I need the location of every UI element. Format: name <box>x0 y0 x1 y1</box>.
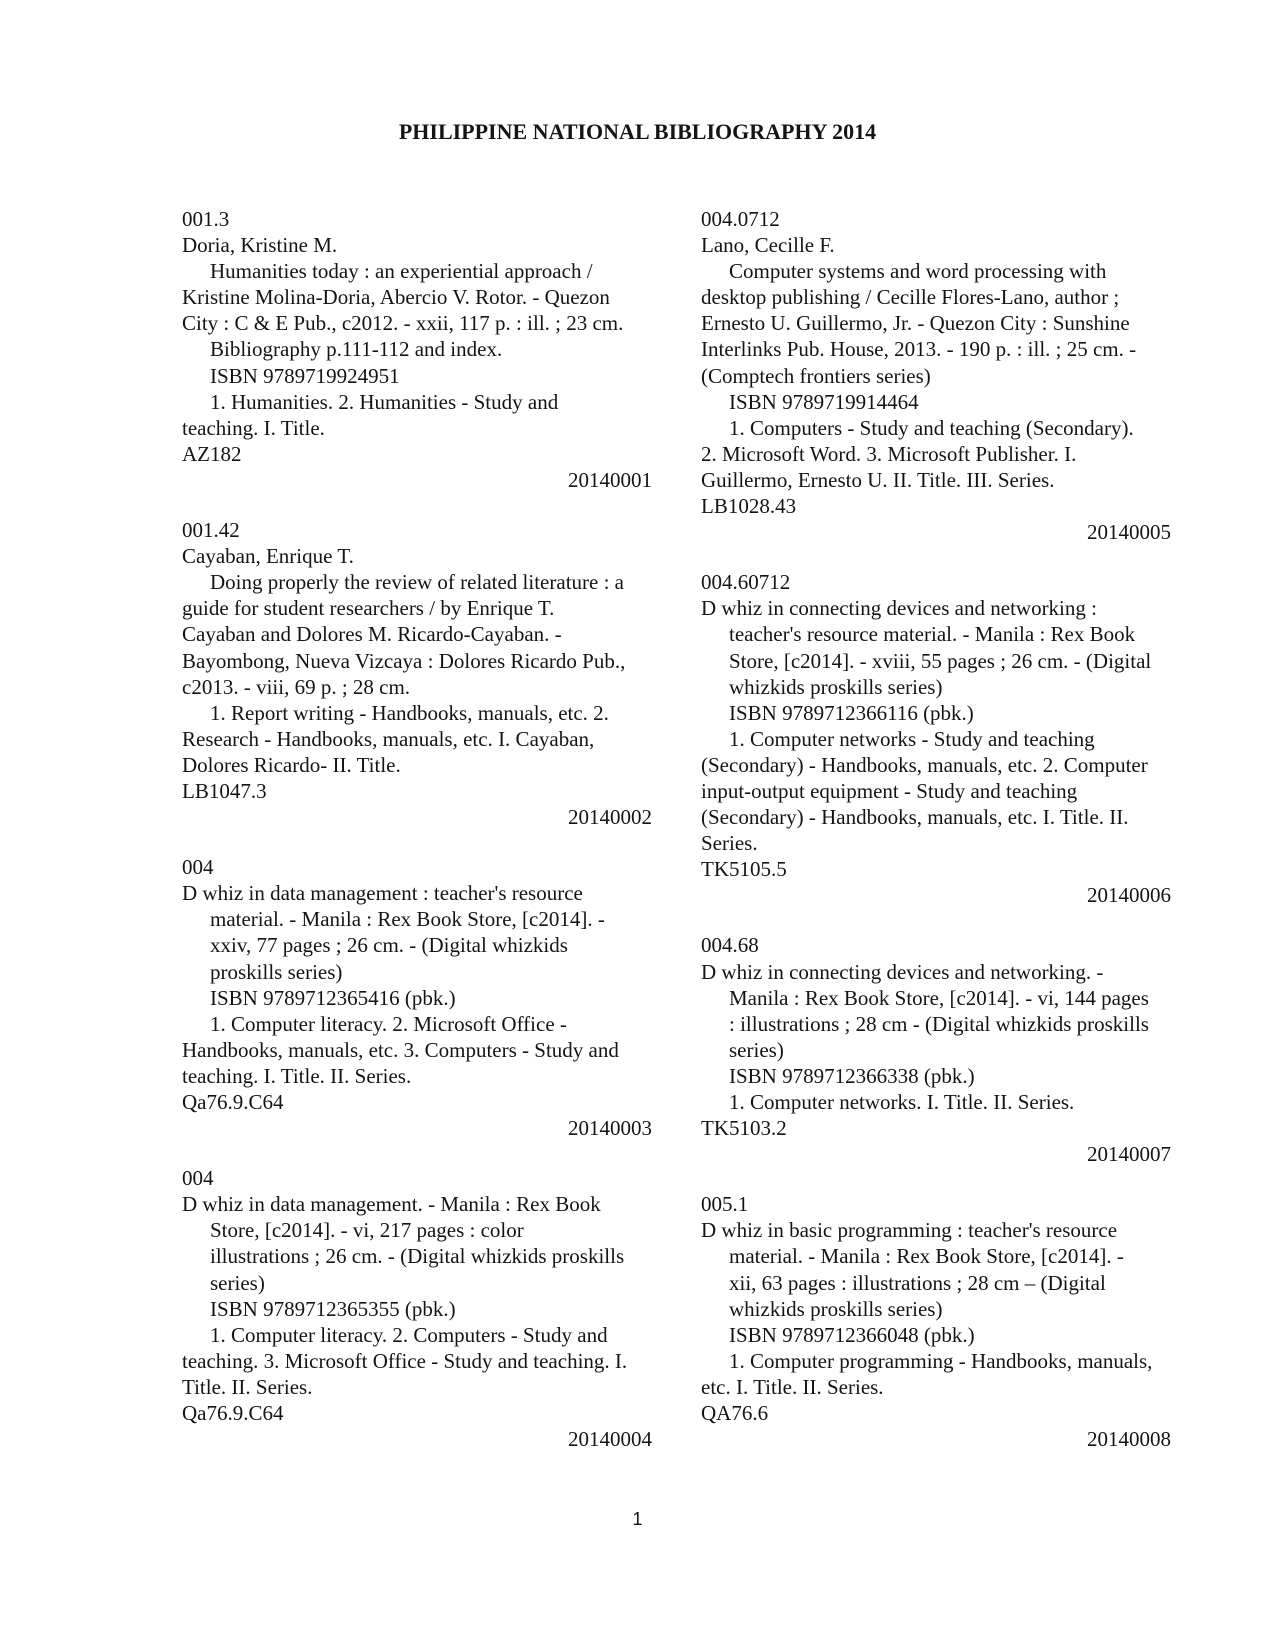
entry-line: Humanities today : an experiential approach / <box>210 259 593 284</box>
entry-line: Computer systems and word processing with <box>729 259 1107 284</box>
entry-line: TK5103.2 <box>701 1116 787 1141</box>
entry-line: D whiz in basic programming : teacher's resource <box>701 1218 1118 1243</box>
class-number: 004.60712 <box>701 570 791 595</box>
entry-line: ISBN 9789712366116 (pbk.) <box>729 700 974 725</box>
entry-line: Interlinks Pub. House, 2013. - 190 p. : ill. ; 25 cm. - <box>701 337 1137 362</box>
entry-line: xii, 63 pages : illustrations ; 28 cm – (Digital <box>729 1270 1106 1295</box>
page-title: PHILIPPINE NATIONAL BIBLIOGRAPHY 2014 <box>398 119 877 144</box>
entry-line: series) <box>210 1270 265 1295</box>
bibliography-entry <box>182 517 652 830</box>
entry-line: City : C & E Pub., c2012. - xxii, 117 p. : ill. ; 23 cm. <box>182 311 624 336</box>
bibliography-entry <box>701 569 1171 908</box>
entry-line: Store, [c2014]. - xviii, 55 pages ; 26 cm. - (Digital <box>729 648 1152 673</box>
entry-line: Research - Handbooks, manuals, etc. I. Cayaban, <box>182 726 595 751</box>
class-number: 004 <box>182 855 214 880</box>
bibliography-entry <box>701 932 1171 1167</box>
entry-line: teaching. 3. Microsoft Office - Study and teaching. I. <box>182 1348 628 1373</box>
entry-line: Bayombong, Nueva Vizcaya : Dolores Ricardo Pub., <box>182 648 626 673</box>
record-number: 20140004 <box>568 1427 652 1452</box>
entry-line: D whiz in connecting devices and networking. - <box>701 959 1104 984</box>
entry-line: Series. <box>701 831 758 856</box>
entry-line: Cayaban and Dolores M. Ricardo-Cayaban. - <box>182 622 562 647</box>
class-number: 004 <box>182 1166 214 1191</box>
record-number: 20140007 <box>1087 1142 1171 1167</box>
entry-line: AZ182 <box>182 441 242 466</box>
entry-line: (Comptech frontiers series) <box>701 363 931 388</box>
entry-line: Handbooks, manuals, etc. 3. Computers - Study and <box>182 1037 619 1062</box>
entry-line: desktop publishing / Cecille Flores-Lano, author ; <box>701 285 1120 310</box>
record-number: 20140008 <box>1087 1427 1171 1452</box>
class-number: 005.1 <box>701 1192 749 1217</box>
class-number: 001.42 <box>182 518 240 543</box>
entry-line: LB1047.3 <box>182 778 267 803</box>
entry-line: Store, [c2014]. - vi, 217 pages : color <box>210 1218 524 1243</box>
class-number: 004.68 <box>701 933 759 958</box>
entry-line: teaching. I. Title. II. Series. <box>182 1063 412 1088</box>
entry-line: xxiv, 77 pages ; 26 cm. - (Digital whizkids <box>210 933 568 958</box>
entry-line: 1. Computers - Study and teaching (Secondary). <box>729 415 1134 440</box>
entry-line: ISBN 9789712365416 (pbk.) <box>210 985 456 1010</box>
record-number: 20140003 <box>568 1116 652 1141</box>
entry-line: Kristine Molina-Doria, Abercio V. Rotor. - Quezon <box>182 285 610 310</box>
entry-line: c2013. - viii, 69 p. ; 28 cm. <box>182 674 411 699</box>
entry-line: Doing properly the review of related literature : a <box>210 570 624 595</box>
entry-line: illustrations ; 26 cm. - (Digital whizkids proskills <box>210 1244 625 1269</box>
entry-line: 1. Computer literacy. 2. Microsoft Office - <box>210 1011 567 1036</box>
entry-line: Qa76.9.C64 <box>182 1090 284 1114</box>
entry-line: ISBN 9789712366338 (pbk.) <box>729 1063 975 1088</box>
entry-line: series) <box>729 1037 784 1062</box>
right-column <box>701 206 1171 1476</box>
entry-line: Doria, Kristine M. <box>182 233 338 258</box>
entry-line: input-output equipment - Study and teaching <box>701 778 1078 803</box>
entry-line: D whiz in data management : teacher's resource <box>182 881 583 906</box>
page-number: 1 <box>632 1509 643 1529</box>
record-number: 20140006 <box>1087 883 1171 908</box>
entry-line: guide for student researchers / by Enrique T. <box>182 596 555 621</box>
entry-line: ISBN 9789712366048 (pbk.) <box>729 1322 975 1347</box>
bibliography-entry <box>182 1165 652 1452</box>
entry-line: Lano, Cecille F. <box>701 233 835 258</box>
entry-line: D whiz in connecting devices and networking : <box>701 596 1097 621</box>
entry-line: material. - Manila : Rex Book Store, [c2014]. - <box>729 1244 1124 1269</box>
entry-line: ISBN 9789719924951 <box>210 363 400 388</box>
entry-line: : illustrations ; 28 cm - (Digital whizkids proskills <box>729 1011 1149 1036</box>
entry-line: 1. Computer literacy. 2. Computers - Study and <box>210 1322 608 1347</box>
entry-line: Cayaban, Enrique T. <box>182 544 354 569</box>
bibliography-entry <box>182 206 652 493</box>
entry-line: LB1028.43 <box>701 494 797 519</box>
bibliography-entry <box>701 1191 1171 1452</box>
entry-line: 1. Computer networks. I. Title. II. Series. <box>729 1090 1075 1114</box>
entry-line: (Secondary) - Handbooks, manuals, etc. I. Title. II. <box>701 805 1129 830</box>
entry-line: TK5105.5 <box>701 857 787 882</box>
entry-line: material. - Manila : Rex Book Store, [c2014]. - <box>210 907 605 932</box>
record-number: 20140002 <box>568 805 652 830</box>
entry-line: teaching. I. Title. <box>182 415 325 440</box>
entry-line: QA76.6 <box>701 1401 769 1426</box>
left-column <box>182 206 652 1476</box>
entry-line: D whiz in data management. - Manila : Rex Book <box>182 1192 601 1217</box>
entry-line: 1. Computer networks - Study and teaching <box>729 726 1095 751</box>
entry-line: whizkids proskills series) <box>729 1296 943 1321</box>
entry-line: Manila : Rex Book Store, [c2014]. - vi, 144 pages <box>729 985 1149 1010</box>
entry-line: etc. I. Title. II. Series. <box>701 1374 884 1399</box>
bibliography-entry <box>182 854 652 1141</box>
record-number: 20140001 <box>568 467 652 492</box>
entry-line: Title. II. Series. <box>182 1374 313 1399</box>
bibliography-entry <box>701 206 1171 545</box>
entry-line: Guillermo, Ernesto U. II. Title. III. Series. <box>701 467 1055 492</box>
entry-line: Ernesto U. Guillermo, Jr. - Quezon City : Sunshine <box>701 311 1130 336</box>
entry-line: 1. Report writing - Handbooks, manuals, etc. 2. <box>210 700 609 725</box>
entry-line: Qa76.9.C64 <box>182 1401 284 1426</box>
entry-line: whizkids proskills series) <box>729 674 943 699</box>
class-number: 001.3 <box>182 207 230 231</box>
entry-line: ISBN 9789712365355 (pbk.) <box>210 1296 456 1321</box>
entry-line: proskills series) <box>210 959 343 984</box>
class-number: 004.0712 <box>701 207 780 231</box>
record-number: 20140005 <box>1087 520 1171 545</box>
entry-line: 1. Humanities. 2. Humanities - Study and <box>210 389 559 414</box>
entry-line: Dolores Ricardo- II. Title. <box>182 752 401 777</box>
entry-line: Bibliography p.111-112 and index. <box>210 337 503 362</box>
entry-line: (Secondary) - Handbooks, manuals, etc. 2. Computer <box>701 752 1148 777</box>
entry-line: 1. Computer programming - Handbooks, manuals, <box>729 1348 1153 1373</box>
entry-line: ISBN 9789719914464 <box>729 389 919 414</box>
entry-line: teacher's resource material. - Manila : Rex Book <box>729 622 1136 647</box>
entry-line: 2. Microsoft Word. 3. Microsoft Publisher. I. <box>701 441 1077 466</box>
